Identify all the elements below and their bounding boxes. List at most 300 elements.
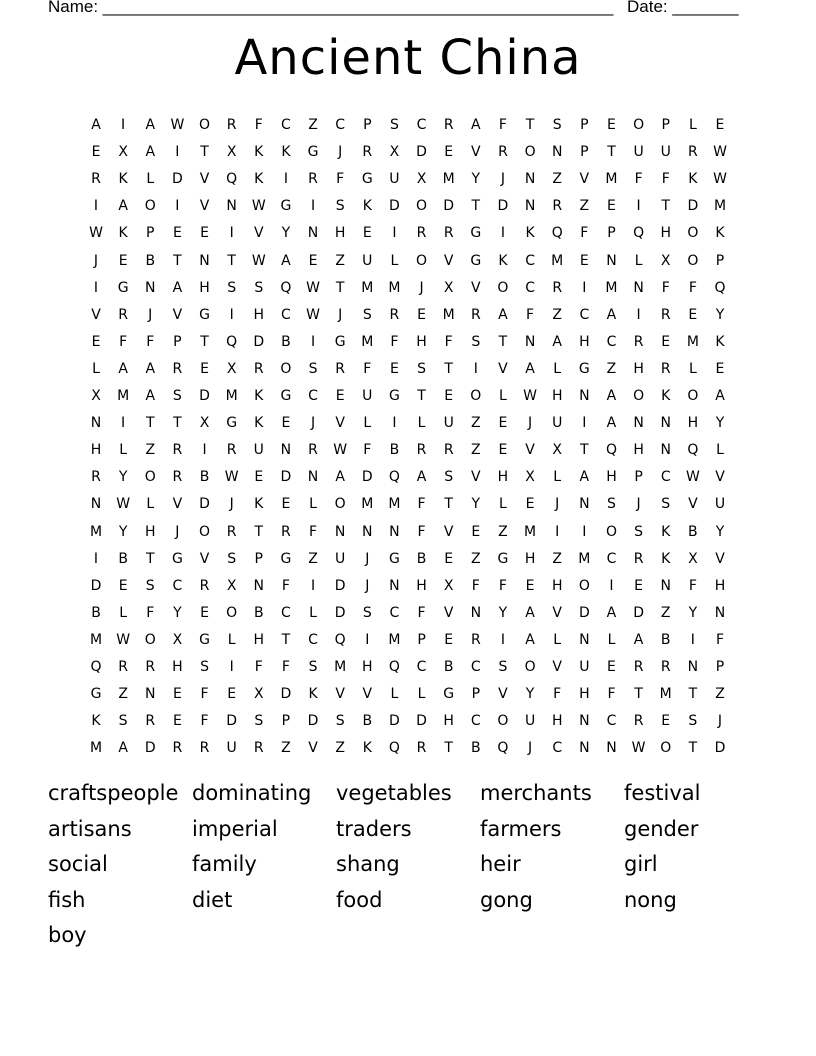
word-bank-item: boy	[48, 923, 87, 947]
grid-letter: M	[551, 252, 564, 269]
date-field-label[interactable]: Date: _______	[627, 0, 739, 16]
grid-letter: J	[175, 523, 180, 540]
grid-letter: G	[199, 631, 210, 648]
grid-letter: O	[524, 144, 536, 161]
grid-letter: L	[363, 415, 372, 432]
grid-letter: R	[91, 171, 101, 188]
grid-letter: C	[552, 740, 563, 757]
grid-letter: S	[498, 659, 508, 675]
grid-letter: I	[310, 333, 316, 350]
grid-letter: A	[606, 388, 617, 404]
grid-letter: N	[633, 415, 644, 432]
grid-letter: Q	[551, 225, 563, 242]
grid-letter: V	[199, 171, 210, 188]
grid-letter: C	[335, 117, 346, 133]
grid-letter: X	[226, 144, 237, 161]
grid-letter: I	[229, 306, 234, 323]
grid-letter: M	[659, 686, 672, 703]
grid-letter: O	[334, 496, 346, 513]
grid-letter: D	[226, 713, 238, 730]
grid-letter: R	[633, 333, 644, 350]
grid-letter: I	[582, 415, 587, 432]
grid-letter: I	[365, 631, 370, 648]
grid-letter: P	[715, 659, 725, 675]
grid-letter: A	[552, 333, 562, 350]
grid-letter: H	[579, 333, 590, 350]
grid-letter: H	[551, 577, 563, 594]
grid-letter: O	[687, 225, 699, 242]
grid-letter: A	[118, 198, 128, 215]
grid-letter: Q	[605, 442, 617, 459]
word-bank-item: craftspeople	[48, 781, 179, 805]
grid-letter: L	[499, 388, 507, 404]
grid-letter: O	[144, 198, 156, 215]
grid-letter: K	[661, 388, 671, 404]
grid-letter: Z	[308, 117, 318, 133]
grid-letter: R	[416, 442, 427, 459]
grid-letter: G	[171, 550, 183, 567]
grid-letter: F	[471, 577, 480, 594]
grid-letter: V	[91, 306, 101, 323]
grid-letter: U	[226, 740, 237, 757]
grid-letter: R	[335, 360, 346, 377]
grid-letter: G	[280, 388, 292, 404]
grid-letter: N	[307, 469, 319, 486]
grid-letter: Q	[687, 442, 699, 459]
grid-letter: H	[497, 469, 509, 486]
grid-letter: C	[308, 631, 318, 648]
grid-letter: D	[416, 144, 427, 161]
grid-letter: Y	[715, 415, 725, 432]
grid-letter: F	[281, 577, 290, 594]
grid-letter: R	[91, 469, 101, 486]
grid-letter: A	[579, 469, 590, 486]
grid-letter: C	[470, 659, 481, 675]
grid-letter: M	[361, 496, 374, 513]
grid-letter: E	[688, 306, 698, 323]
grid-letter: C	[470, 713, 481, 730]
grid-letter: H	[633, 442, 644, 459]
grid-letter: B	[443, 659, 454, 675]
grid-letter: K	[498, 252, 508, 269]
grid-letter: E	[227, 686, 237, 703]
grid-letter: X	[688, 550, 698, 567]
grid-letter: O	[226, 604, 238, 621]
grid-letter: V	[715, 550, 725, 567]
grid-letter: E	[281, 496, 291, 513]
grid-letter: E	[417, 306, 426, 323]
grid-letter: E	[634, 577, 644, 594]
grid-letter: V	[471, 144, 481, 161]
grid-letter: Q	[388, 740, 400, 757]
grid-letter: L	[553, 360, 562, 377]
grid-letter: R	[660, 360, 671, 377]
grid-letter: A	[606, 306, 617, 323]
word-bank-item: merchants	[480, 781, 592, 805]
grid-letter: A	[145, 388, 156, 404]
grid-letter: U	[552, 415, 563, 432]
grid-letter: L	[309, 604, 317, 621]
grid-letter: E	[335, 388, 345, 404]
grid-letter: S	[362, 306, 372, 323]
grid-letter: E	[444, 631, 454, 648]
grid-letter: W	[251, 252, 266, 269]
grid-letter: R	[199, 577, 210, 594]
grid-letter: L	[499, 496, 507, 513]
grid-letter: R	[416, 740, 427, 757]
grid-letter: B	[660, 631, 671, 648]
grid-letter: F	[200, 713, 209, 730]
grid-letter: Q	[280, 279, 292, 296]
grid-letter: H	[714, 577, 726, 594]
grid-letter: H	[172, 659, 183, 675]
grid-letter: R	[552, 198, 563, 215]
grid-letter: K	[254, 144, 264, 161]
grid-letter: N	[307, 225, 319, 242]
grid-letter: A	[335, 469, 345, 486]
grid-letter: B	[389, 442, 400, 459]
grid-letter: U	[253, 442, 264, 459]
grid-letter: R	[172, 442, 183, 459]
grid-letter: H	[253, 631, 265, 648]
grid-letter: W	[631, 740, 646, 757]
grid-letter: Y	[715, 306, 725, 323]
grid-letter: G	[470, 225, 482, 242]
grid-letter: R	[389, 306, 400, 323]
grid-letter: F	[526, 306, 535, 323]
grid-letter: V	[525, 442, 535, 459]
grid-letter: T	[444, 496, 453, 513]
grid-letter: L	[688, 117, 697, 133]
grid-letter: A	[118, 740, 128, 757]
grid-letter: R	[226, 442, 237, 459]
grid-letter: H	[334, 225, 346, 242]
grid-letter: Q	[388, 469, 400, 486]
grid-letter: N	[145, 279, 156, 296]
grid-letter: I	[392, 415, 397, 432]
grid-letter: K	[688, 171, 698, 188]
grid-letter: J	[338, 306, 343, 323]
grid-letter: E	[498, 415, 508, 432]
grid-letter: K	[118, 225, 128, 242]
grid-letter: N	[389, 577, 400, 594]
grid-letter: O	[497, 713, 509, 730]
grid-letter: U	[443, 415, 454, 432]
grid-letter: X	[525, 469, 535, 486]
grid-letter: P	[607, 225, 616, 242]
grid-letter: F	[661, 279, 670, 296]
grid-letter: R	[118, 306, 128, 323]
grid-letter: A	[606, 604, 617, 621]
grid-letter: H	[524, 550, 536, 567]
grid-letter: T	[281, 631, 291, 648]
grid-letter: U	[633, 144, 644, 161]
grid-letter: N	[579, 740, 590, 757]
grid-letter: Q	[226, 333, 238, 350]
grid-letter: Y	[525, 686, 535, 703]
grid-letter: F	[146, 604, 155, 621]
grid-letter: Q	[334, 631, 346, 648]
grid-letter: D	[443, 198, 455, 215]
grid-letter: E	[661, 333, 671, 350]
grid-letter: P	[715, 252, 725, 269]
grid-letter: K	[715, 225, 725, 242]
grid-letter: A	[416, 469, 427, 486]
grid-letter: A	[145, 144, 156, 161]
grid-letter: E	[200, 225, 209, 242]
grid-letter: V	[498, 360, 508, 377]
grid-letter: P	[146, 225, 155, 242]
grid-letter: N	[579, 713, 590, 730]
grid-letter: I	[636, 198, 641, 215]
grid-letter: S	[417, 360, 426, 377]
grid-letter: L	[227, 631, 236, 648]
grid-letter: F	[688, 279, 697, 296]
grid-letter: C	[389, 604, 400, 621]
grid-letter: S	[471, 333, 481, 350]
grid-letter: A	[606, 415, 617, 432]
grid-letter: C	[579, 306, 590, 323]
grid-letter: V	[172, 306, 183, 323]
grid-letter: X	[552, 442, 562, 459]
grid-letter: U	[579, 659, 590, 675]
grid-letter: Y	[281, 225, 291, 242]
grid-letter: R	[226, 117, 237, 133]
grid-letter: I	[175, 198, 180, 215]
grid-letter: B	[688, 523, 698, 540]
grid-letter: L	[417, 415, 426, 432]
grid-letter: G	[280, 198, 292, 215]
grid-letter: H	[551, 713, 563, 730]
grid-letter: M	[225, 388, 238, 404]
word-bank-item: nong	[624, 887, 677, 912]
grid-letter: J	[310, 415, 316, 432]
grid-letter: Z	[335, 252, 345, 269]
grid-letter: D	[334, 604, 346, 621]
grid-letter: L	[553, 469, 562, 486]
word-bank-item: farmers	[480, 816, 562, 841]
grid-letter: N	[145, 686, 156, 703]
grid-letter: R	[552, 279, 563, 296]
grid-letter: R	[145, 713, 156, 730]
grid-letter: B	[118, 550, 128, 567]
grid-letter: M	[89, 631, 103, 648]
grid-letter: E	[715, 360, 725, 377]
grid-letter: V	[579, 171, 590, 188]
grid-letter: P	[363, 117, 372, 133]
grid-letter: C	[281, 306, 291, 323]
grid-letter: X	[660, 252, 671, 269]
grid-letter: R	[362, 144, 373, 161]
word-bank-item: artisans	[48, 816, 132, 841]
grid-letter: S	[308, 360, 318, 377]
grid-letter: I	[93, 550, 99, 567]
grid-letter: V	[443, 604, 454, 621]
grid-letter: G	[199, 306, 210, 323]
grid-letter: O	[416, 198, 428, 215]
grid-letter: A	[281, 252, 291, 269]
grid-letter: E	[172, 225, 182, 242]
grid-letter: T	[227, 252, 236, 269]
grid-letter: S	[227, 550, 237, 567]
grid-letter: R	[660, 306, 671, 323]
grid-letter: Y	[715, 523, 725, 540]
grid-letter: D	[389, 713, 400, 730]
grid-letter: K	[254, 496, 264, 513]
grid-letter: N	[606, 740, 617, 757]
grid-letter: D	[171, 171, 183, 188]
grid-letter: N	[687, 659, 699, 675]
grid-letter: K	[281, 144, 291, 161]
grid-letter: E	[525, 496, 535, 513]
grid-letter: P	[580, 144, 589, 161]
grid-letter: A	[498, 306, 508, 323]
grid-letter: L	[92, 360, 100, 377]
grid-letter: L	[309, 496, 317, 513]
grid-letter: T	[498, 333, 508, 350]
grid-letter: R	[308, 171, 318, 188]
grid-letter: B	[253, 604, 264, 621]
grid-letter: W	[333, 442, 348, 459]
grid-letter: I	[392, 225, 397, 242]
grid-letter: S	[254, 279, 264, 296]
grid-letter: G	[388, 388, 400, 404]
grid-letter: Y	[173, 604, 182, 621]
grid-letter: U	[660, 144, 671, 161]
grid-letter: C	[606, 713, 617, 730]
grid-letter: N	[579, 496, 590, 513]
grid-letter: V	[308, 740, 318, 757]
grid-letter: H	[443, 713, 454, 730]
grid-letter: D	[389, 198, 400, 215]
grid-letter: O	[633, 117, 645, 133]
grid-letter: N	[714, 604, 726, 621]
grid-letter: I	[582, 279, 587, 296]
grid-letter: F	[498, 577, 507, 594]
grid-letter: F	[498, 117, 507, 133]
grid-letter: X	[443, 279, 454, 296]
grid-letter: E	[525, 577, 535, 594]
grid-letter: X	[91, 388, 101, 404]
grid-letter: R	[443, 442, 454, 459]
grid-letter: Q	[497, 740, 509, 757]
grid-letter: F	[336, 171, 345, 188]
grid-letter: I	[636, 306, 641, 323]
grid-letter: G	[361, 171, 373, 188]
grid-letter: Z	[281, 740, 291, 757]
grid-letter: E	[308, 252, 318, 269]
grid-letter: R	[172, 740, 183, 757]
grid-letter: J	[528, 740, 533, 757]
grid-letter: K	[91, 713, 101, 730]
grid-letter: W	[523, 388, 537, 404]
grid-letter: B	[362, 713, 373, 730]
grid-letter: U	[335, 550, 346, 567]
grid-letter: S	[145, 577, 155, 594]
grid-letter: D	[280, 469, 292, 486]
grid-letter: O	[524, 659, 536, 675]
grid-letter: V	[443, 252, 454, 269]
grid-letter: T	[200, 144, 209, 161]
grid-letter: E	[661, 713, 671, 730]
grid-letter: F	[580, 225, 589, 242]
grid-letter: V	[253, 225, 264, 242]
grid-letter: M	[388, 496, 401, 513]
grid-letter: M	[442, 306, 455, 323]
grid-letter: Q	[388, 659, 400, 675]
grid-letter: J	[500, 171, 505, 188]
grid-letter: K	[254, 171, 264, 188]
grid-letter: H	[551, 388, 563, 404]
grid-letter: K	[362, 740, 372, 757]
word-bank-item: family	[192, 852, 257, 876]
grid-letter: O	[199, 117, 211, 133]
grid-letter: S	[118, 713, 128, 730]
grid-letter: P	[417, 631, 426, 648]
grid-letter: R	[281, 523, 291, 540]
grid-letter: O	[497, 279, 509, 296]
grid-letter: G	[443, 686, 455, 703]
grid-letter: O	[199, 523, 211, 540]
grid-letter: J	[148, 306, 153, 323]
grid-letter: R	[118, 659, 128, 675]
grid-letter: D	[497, 198, 509, 215]
grid-letter: N	[606, 252, 617, 269]
grid-letter: W	[713, 144, 727, 161]
word-bank-item: fish	[48, 887, 86, 912]
grid-letter: L	[146, 496, 155, 513]
grid-letter: R	[253, 740, 264, 757]
grid-letter: N	[253, 577, 264, 594]
grid-letter: P	[661, 117, 670, 133]
name-field-label[interactable]: Name: ______________________________________________________	[48, 0, 614, 16]
grid-letter: E	[389, 360, 399, 377]
grid-letter: S	[362, 604, 372, 621]
grid-letter: I	[555, 523, 560, 540]
grid-letter: U	[362, 388, 373, 404]
grid-letter: N	[524, 198, 536, 215]
grid-letter: F	[417, 496, 426, 513]
grid-letter: J	[555, 496, 560, 513]
grid-letter: V	[199, 550, 210, 567]
grid-letter: W	[116, 631, 131, 648]
grid-letter: Q	[226, 171, 238, 188]
grid-letter: I	[310, 577, 316, 594]
grid-letter: E	[172, 686, 182, 703]
grid-letter: E	[281, 415, 291, 432]
grid-letter: G	[470, 252, 482, 269]
grid-letter: L	[688, 360, 697, 377]
grid-letter: I	[310, 198, 316, 215]
grid-letter: Z	[715, 686, 725, 703]
grid-letter: H	[416, 577, 427, 594]
grid-letter: F	[254, 117, 263, 133]
grid-letter: D	[361, 469, 373, 486]
grid-letter: M	[361, 279, 374, 296]
grid-letter: T	[145, 550, 155, 567]
grid-letter: M	[117, 388, 130, 404]
grid-letter: T	[173, 252, 182, 269]
grid-letter: D	[334, 577, 346, 594]
grid-letter: H	[362, 659, 373, 675]
grid-letter: R	[470, 306, 481, 323]
grid-letter: U	[714, 496, 726, 513]
grid-letter: K	[661, 523, 671, 540]
grid-letter: W	[116, 496, 131, 513]
grid-letter: F	[417, 523, 426, 540]
grid-letter: Z	[660, 604, 671, 621]
grid-letter: L	[390, 252, 399, 269]
